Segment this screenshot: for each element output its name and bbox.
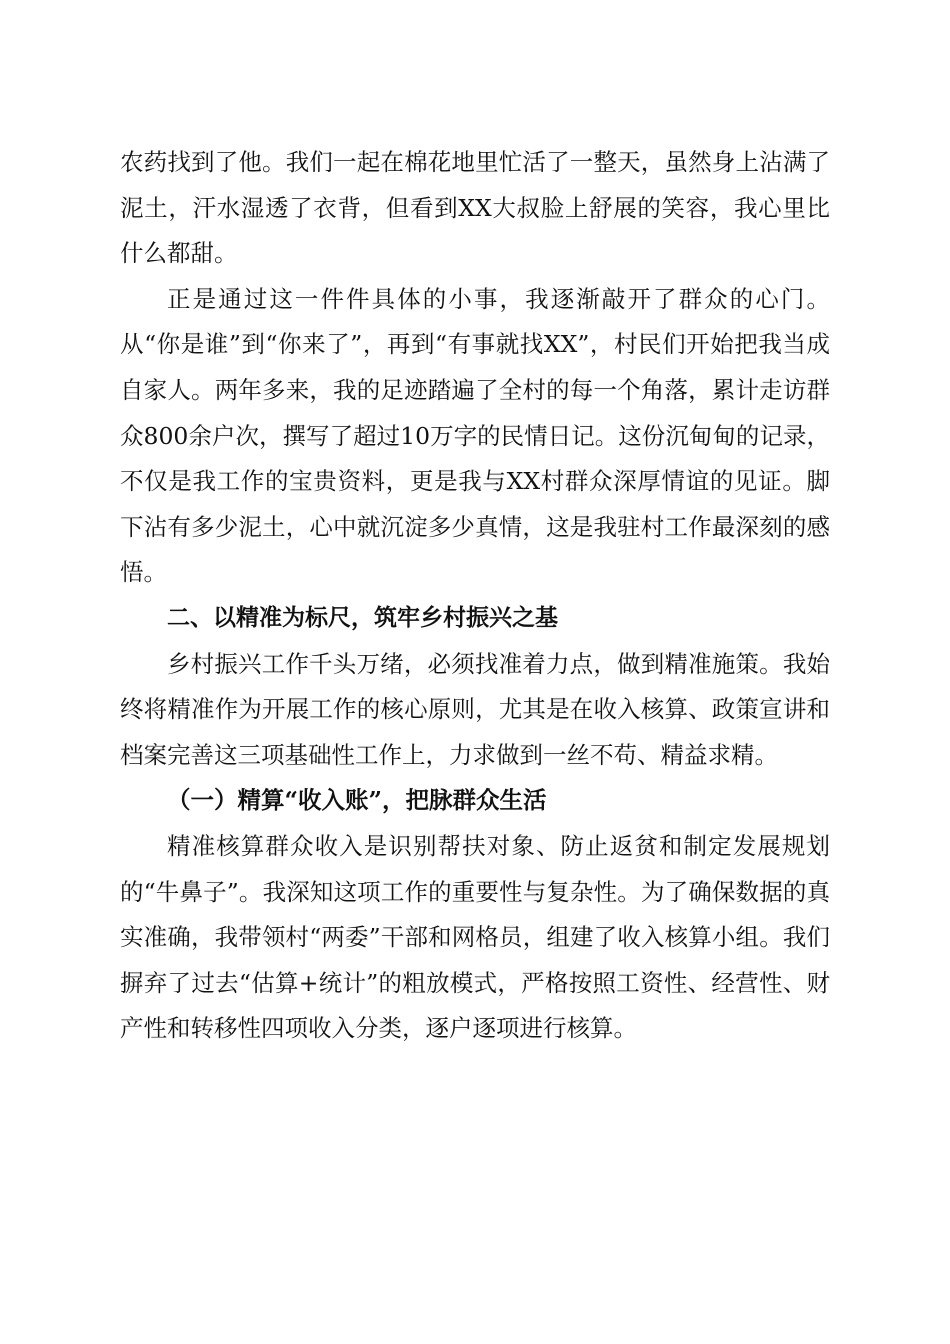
body-paragraph: 正是通过这一件件具体的小事，我逐渐敲开了群众的心门。从“你是谁”到“你来了”，再到“有事就找XX”，村民们开始把我当成自家人。两年多来，我的足迹踏遍了全村的每一个角落，累计走访群众800余户次，撰写了超过10万字的民情日记。这份沉甸甸的记录，不仅是我工作的宝贵资料，更是我与XX村群众深厚情谊的见证。脚下沾有多少泥土，心中就沉淀多少真情，这是我驻村工作最深刻的感悟。	[120, 284, 830, 587]
subsection-heading: （一）精算“收入账”，把脉群众生活	[167, 786, 547, 815]
body-paragraph: 精准核算群众收入是识别帮扶对象、防止返贫和制定发展规划的“牛鼻子”。我深知这项工作的重要性与复杂性。为了确保数据的真实准确，我带领村“两委”干部和网格员，组建了收入核算小组。我们摒弃了过去“估算+统计”的粗放模式，严格按照工资性、经营性、财产性和转移性四项收入分类，逐户逐项进行核算。	[120, 831, 830, 1043]
document-body	[120, 140, 830, 1052]
body-paragraph: 乡村振兴工作千头万绪，必须找准着力点，做到精准施策。我始终将精准作为开展工作的核心原则，尤其是在收入核算、政策宣讲和档案完善这三项基础性工作上，力求做到一丝不苟、精益求精。	[120, 649, 830, 769]
section-heading: 二、以精准为标尺，筑牢乡村振兴之基	[167, 604, 558, 631]
body-paragraph-continued: 农药找到了他。我们一起在棉花地里忙活了一整天，虽然身上沾满了泥土，汗水湿透了衣背，但看到XX大叔脸上舒展的笑容，我心里比什么都甜。	[120, 148, 830, 268]
